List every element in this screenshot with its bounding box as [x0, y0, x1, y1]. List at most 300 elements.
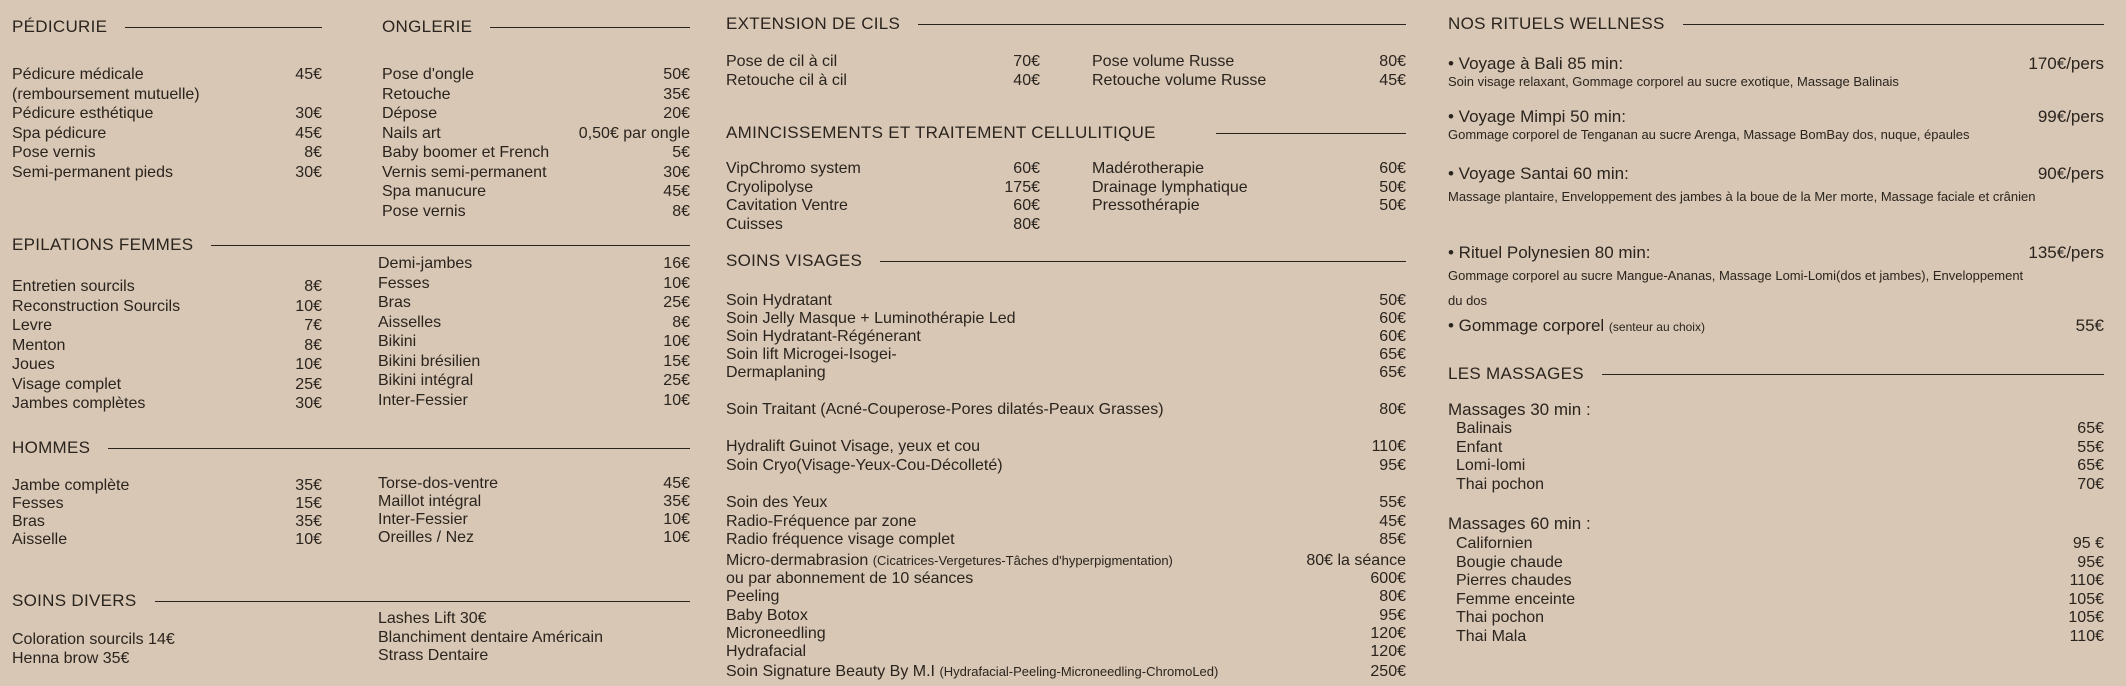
item-label: Radio-Fréquence par zone — [726, 512, 917, 530]
item-label: Fesses — [378, 274, 430, 292]
divider — [155, 601, 690, 602]
item-price: 55€ — [2077, 438, 2104, 456]
price-row — [1092, 160, 1406, 179]
massages-60-title: Massages 60 min : — [1448, 514, 1591, 533]
amincissement-left-list — [726, 160, 1040, 234]
item-label: Drainage lymphatique — [1092, 178, 1248, 196]
item-label: Fesses — [12, 495, 64, 512]
item-price: 35€ — [663, 493, 690, 510]
divers-section — [12, 591, 690, 611]
ritual-name: • Voyage à Bali 85 min: — [1448, 54, 1624, 73]
signature-detail: (Hydrafacial-Peeling-Microneedling-ChromoLed) — [939, 664, 1219, 679]
price-row — [726, 588, 1406, 606]
section-title — [726, 123, 1406, 143]
price-row — [726, 607, 1406, 625]
price-row — [726, 292, 1406, 310]
item-label: Demi-jambes — [378, 255, 473, 272]
ritual-price: 135€/pers — [2028, 243, 2104, 262]
price-row — [12, 531, 322, 549]
item-label: Balinais — [1456, 420, 1513, 437]
price-row — [378, 274, 690, 294]
item-price: 10€ — [663, 333, 690, 350]
price-row — [12, 104, 322, 124]
item-price: 65€ — [1379, 364, 1406, 381]
section-title — [12, 438, 690, 458]
item-label: Soin lift Microgei-Isogei- — [726, 346, 897, 363]
item-price: 20€ — [663, 105, 690, 122]
item-label: Menton — [12, 336, 66, 354]
item-price: 0,50€ par ongle — [578, 124, 690, 142]
item-price: 65€ — [1379, 346, 1406, 363]
massages-30-list — [1456, 420, 2104, 494]
ritual-name: • Gommage corporel — [1448, 316, 1605, 335]
amincissement-right-list — [1092, 160, 1406, 216]
price-row — [726, 457, 1406, 476]
section-title-text: EPILATIONS FEMMES — [12, 235, 194, 254]
item-label: Dermaplaning — [726, 364, 826, 381]
divider — [211, 245, 690, 246]
price-row — [1092, 53, 1406, 72]
item-label: Jambe complète — [12, 477, 130, 494]
item-price: 70€ — [1013, 53, 1040, 70]
item-label: Spa manucure — [382, 183, 487, 200]
gommage-row — [1448, 316, 2104, 337]
item-price: 10€ — [663, 391, 690, 409]
micro-detail: (Cicatrices-Vergetures-Tâches d'hyperpigmentation) — [872, 553, 1173, 568]
item-price: 80€ — [1013, 215, 1040, 233]
divider — [125, 27, 322, 28]
item-label: Pédicure esthétique — [12, 105, 154, 122]
item-label: Thai Mala — [1456, 627, 1527, 645]
massages-30-title: Massages 30 min : — [1448, 400, 1591, 419]
item-label: Oreilles / Nez — [378, 529, 475, 546]
price-row — [726, 216, 1040, 235]
ritual-description: Soin visage relaxant, Gommage corporel au sucre exotique, Massage Balinais — [1448, 74, 1899, 89]
rituels-section — [1448, 14, 2104, 34]
ritual-item — [1448, 243, 2104, 313]
price-row — [12, 163, 322, 183]
item-price: 175€ — [1004, 178, 1040, 196]
item-price: 15€ — [663, 352, 690, 370]
item-price: 10€ — [295, 356, 322, 373]
item-price: 80€ — [1379, 401, 1406, 418]
visages-section — [726, 251, 1406, 271]
item-label: Reconstruction Sourcils — [12, 297, 181, 315]
cils-section — [726, 14, 1406, 34]
price-row — [382, 124, 690, 144]
item-label: Hydralift Guinot Visage, yeux et cou — [726, 438, 981, 455]
visages-group-2 — [726, 401, 1406, 419]
item-label: Baby boomer et French — [382, 144, 550, 161]
item-price: 40€ — [1013, 71, 1040, 89]
price-row — [1092, 72, 1406, 91]
ritual-price: 55€ — [2075, 316, 2104, 335]
price-row — [378, 511, 690, 529]
divers-left-list — [12, 630, 322, 668]
item-label: Pédicure médicale — [12, 66, 144, 83]
item-price: 45€ — [663, 475, 690, 492]
item-label: Soin Cryo(Visage-Yeux-Cou-Décolleté) — [726, 456, 1003, 474]
item-label: Bougie chaude — [1456, 553, 1563, 571]
item-price: 45€ — [1379, 71, 1406, 89]
item-price: 65€ — [2077, 457, 2104, 474]
price-row — [726, 531, 1406, 550]
section-title-text: HOMMES — [12, 438, 91, 457]
item-label: Retouche cil à cil — [726, 71, 847, 89]
item-price: 60€ — [1013, 160, 1040, 177]
item-label: Soin Hydratant — [726, 292, 832, 309]
divider — [1602, 374, 2104, 375]
price-row — [1456, 439, 2104, 458]
price-row — [726, 197, 1040, 216]
price-row — [12, 513, 322, 531]
list-item: Lashes Lift 30€ — [378, 610, 487, 627]
item-label: Nails art — [382, 124, 441, 142]
price-row — [382, 182, 690, 202]
epilations-left-list — [12, 277, 322, 414]
item-label: Soin Traitant (Acné-Couperose-Pores dilatés-Peaux Grasses) — [726, 401, 1164, 418]
price-row — [12, 297, 322, 317]
price-row — [1456, 535, 2104, 554]
section-title-text: PÉDICURIE — [12, 17, 108, 36]
item-label: Joues — [12, 356, 55, 373]
price-row — [1456, 609, 2104, 628]
item-label: Hydrafacial — [726, 643, 807, 661]
item-label: Cryolipolyse — [726, 178, 814, 196]
item-label: (remboursement mutuelle) — [12, 85, 200, 103]
list-item: Blanchiment dentaire Américain — [378, 628, 604, 646]
price-row — [12, 355, 322, 375]
item-label: Levre — [12, 317, 53, 334]
ritual-description: Gommage corporel de Tenganan au sucre Arenga, Massage BomBay dos, nuque, épaules — [1448, 127, 1970, 142]
item-price: 10€ — [295, 297, 322, 315]
item-price: 70€ — [2077, 475, 2104, 493]
hommes-right-list — [378, 475, 690, 547]
item-label: Soin Hydratant-Régénerant — [726, 328, 921, 345]
ritual-item — [1448, 164, 2104, 209]
section-title — [1448, 14, 2104, 34]
section-title — [382, 17, 690, 37]
item-price: 60€ — [1379, 328, 1406, 345]
item-label: Thai pochon — [1456, 475, 1545, 493]
price-row — [12, 477, 322, 495]
section-title-text: NOS RITUELS WELLNESS — [1448, 14, 1665, 33]
ritual-item — [1448, 54, 2104, 90]
price-row — [378, 332, 690, 352]
price-row — [12, 124, 322, 144]
micro-dermabrasion-row — [726, 551, 1406, 571]
item-price: 105€ — [2068, 609, 2104, 626]
section-title-text: SOINS VISAGES — [726, 251, 863, 270]
price-row — [378, 352, 690, 372]
item-label: Retouche — [382, 85, 451, 103]
item-label: Bikini — [378, 333, 417, 350]
item-price: 10€ — [663, 529, 690, 546]
signature-label: Soin Signature Beauty By M.I — [726, 663, 935, 680]
section-title — [1448, 364, 2104, 384]
item-price: 7€ — [304, 317, 322, 334]
section-title — [12, 235, 690, 255]
item-label: Enfant — [1456, 438, 1503, 456]
item-price: 10€ — [663, 274, 690, 292]
item-label: Aisselles — [378, 313, 442, 331]
item-label: Pierres chaudes — [1456, 572, 1572, 589]
price-row — [726, 310, 1406, 328]
micro-label: Micro-dermabrasion — [726, 552, 869, 569]
section-title-text: EXTENSION DE CILS — [726, 14, 901, 33]
item-label: Pose d'ongle — [382, 66, 475, 83]
item-label: Visage complet — [12, 375, 122, 393]
item-label: Femme enceinte — [1456, 590, 1576, 608]
amincissement-section — [726, 123, 1406, 143]
item-label: Californien — [1456, 535, 1533, 552]
price-row — [12, 316, 322, 336]
item-label: ou par abonnement de 10 séances — [726, 570, 974, 587]
item-label: Cavitation Ventre — [726, 197, 848, 214]
item-price: 8€ — [304, 336, 322, 354]
list-item: Strass Dentaire — [378, 647, 489, 664]
item-label: Soin Jelly Masque + Luminothérapie Led — [726, 310, 1016, 327]
massages-section — [1448, 364, 2104, 384]
price-row — [1456, 476, 2104, 495]
item-price: 30€ — [295, 163, 322, 181]
section-title — [726, 251, 1406, 271]
item-price: 35€ — [663, 85, 690, 103]
section-title-text: LES MASSAGES — [1448, 364, 1584, 383]
item-label: Entretien sourcils — [12, 278, 135, 295]
item-price: 60€ — [1379, 310, 1406, 327]
price-row — [1092, 179, 1406, 198]
list-item: Coloration sourcils 14€ — [12, 631, 175, 648]
item-label: Madérotherapie — [1092, 160, 1205, 177]
item-price: 30€ — [295, 105, 322, 122]
item-price: 50€ — [663, 66, 690, 83]
item-label: Inter-Fessier — [378, 391, 468, 409]
ritual-price: 90€/pers — [2037, 164, 2104, 183]
price-row — [378, 313, 690, 333]
list-item: Henna brow 35€ — [12, 650, 130, 667]
price-row — [726, 625, 1406, 643]
price-row — [726, 179, 1040, 198]
item-label: Peeling — [726, 588, 780, 606]
item-price: 250€ — [1370, 663, 1406, 680]
item-price: 8€ — [304, 144, 322, 161]
price-row — [12, 336, 322, 356]
price-row — [726, 438, 1406, 457]
item-label: Vernis semi-permanent — [382, 163, 547, 181]
price-row — [726, 72, 1040, 91]
divider — [880, 261, 1406, 262]
price-row — [12, 65, 322, 85]
item-price: 45€ — [295, 66, 322, 83]
signature-row — [726, 662, 1406, 682]
price-row — [12, 394, 322, 414]
item-price: 80€ — [1379, 53, 1406, 70]
item-price: 45€ — [1379, 512, 1406, 530]
price-row — [726, 346, 1406, 364]
divider — [108, 448, 690, 449]
item-price: 65€ — [2077, 420, 2104, 437]
price-row — [378, 391, 690, 411]
item-label: Soin des Yeux — [726, 494, 828, 511]
divider — [1683, 24, 2104, 25]
item-label: Baby Botox — [726, 606, 808, 624]
price-row — [382, 85, 690, 105]
price-row — [378, 293, 690, 313]
item-label: Radio fréquence visage complet — [726, 531, 955, 548]
divers-right-list — [378, 610, 690, 666]
visages-group-4 — [726, 494, 1406, 550]
item-price: 80€ — [1379, 588, 1406, 606]
item-price: 35€ — [295, 513, 322, 530]
item-price: 60€ — [1379, 160, 1406, 177]
item-label — [726, 662, 1218, 682]
item-price: 80€ la séance — [1306, 552, 1406, 569]
item-label: Aisselle — [12, 531, 68, 548]
item-price: 60€ — [1013, 197, 1040, 214]
price-row — [1456, 628, 2104, 647]
section-title-text: SOINS DIVERS — [12, 591, 137, 610]
item-label: Cuisses — [726, 215, 783, 233]
item-price: 120€ — [1370, 624, 1406, 642]
item-price: 50€ — [1379, 292, 1406, 309]
item-label: Lomi-lomi — [1456, 457, 1526, 474]
price-row — [378, 371, 690, 391]
price-row — [382, 163, 690, 183]
price-row — [726, 328, 1406, 346]
item-price: 95€ — [1379, 606, 1406, 624]
price-row — [726, 513, 1406, 532]
epilations-right-list — [378, 254, 690, 410]
ritual-description: Massage plantaire, Enveloppement des jambes à la boue de la Mer morte, Massage faciale et crânien — [1448, 189, 2036, 204]
item-label: Pose de cil à cil — [726, 53, 838, 70]
item-price: 45€ — [663, 183, 690, 200]
item-price: 50€ — [1379, 178, 1406, 196]
price-row — [378, 254, 690, 274]
visages-group-3 — [726, 438, 1406, 475]
item-price: 8€ — [672, 313, 690, 331]
item-label: Jambes complètes — [12, 395, 146, 412]
section-title-text: AMINCISSEMENTS ET TRAITEMENT CELLULITIQUE — [726, 123, 1156, 142]
divider — [1216, 133, 1406, 134]
item-price: 110€ — [2069, 627, 2104, 645]
item-label — [726, 551, 1173, 571]
price-row — [726, 643, 1406, 661]
massages-60-list — [1456, 535, 2104, 646]
visages-group-1 — [726, 292, 1406, 382]
price-row — [726, 53, 1040, 72]
price-row — [726, 494, 1406, 513]
item-price: 8€ — [672, 202, 690, 220]
item-price: 16€ — [663, 255, 690, 272]
item-price: 10€ — [295, 531, 322, 548]
item-price: 120€ — [1370, 643, 1406, 661]
price-row — [1456, 420, 2104, 439]
item-price: 85€ — [1379, 531, 1406, 548]
price-row — [378, 475, 690, 493]
price-row — [382, 104, 690, 124]
price-row — [1092, 197, 1406, 216]
item-label: Maillot intégral — [378, 493, 482, 510]
item-price: 95 € — [2072, 535, 2104, 552]
price-row — [382, 65, 690, 85]
item-label: Bikini intégral — [378, 372, 474, 389]
epilations-section — [12, 235, 690, 255]
price-row — [726, 401, 1406, 419]
price-row — [12, 495, 322, 513]
hommes-left-list — [12, 477, 322, 549]
price-row — [12, 375, 322, 395]
item-price: 30€ — [295, 395, 322, 412]
item-price: 25€ — [663, 372, 690, 389]
item-label: Bikini brésilien — [378, 352, 481, 370]
item-price: 50€ — [1379, 197, 1406, 214]
pedicurie-list — [12, 65, 322, 182]
ritual-price: 99€/pers — [2037, 107, 2104, 126]
item-price: 45€ — [295, 124, 322, 142]
item-price: 30€ — [663, 163, 690, 181]
item-label: Bras — [378, 294, 411, 311]
price-row — [1456, 572, 2104, 591]
item-label: Pose vernis — [12, 144, 96, 161]
price-row — [1456, 554, 2104, 573]
item-label: Bras — [12, 513, 45, 530]
ritual-price: 170€/pers — [2028, 54, 2104, 73]
item-label: Spa pédicure — [12, 124, 107, 142]
item-label: Retouche volume Russe — [1092, 71, 1267, 89]
section-title-text: ONGLERIE — [382, 17, 473, 36]
hommes-section — [12, 438, 690, 458]
price-row — [382, 143, 690, 163]
item-label: VipChromo system — [726, 160, 861, 177]
price-row — [12, 85, 322, 105]
divider — [918, 24, 1406, 25]
ritual-name: • Voyage Santai 60 min: — [1448, 164, 1629, 183]
section-title — [12, 17, 322, 37]
price-row — [12, 277, 322, 297]
ritual-name: • Rituel Polynesien 80 min: — [1448, 243, 1651, 262]
section-title — [12, 591, 690, 611]
price-row — [382, 202, 690, 222]
pedicurie-section — [12, 17, 322, 182]
item-price: 55€ — [1379, 494, 1406, 511]
item-price: 8€ — [304, 278, 322, 295]
price-row — [726, 570, 1406, 588]
item-price: 15€ — [295, 495, 322, 512]
item-price: 110€ — [1371, 438, 1406, 455]
divider — [490, 27, 690, 28]
ritual-name: • Voyage Mimpi 50 min: — [1448, 107, 1626, 126]
onglerie-list — [382, 65, 690, 221]
ritual-item — [1448, 107, 2104, 143]
item-label: Thai pochon — [1456, 609, 1545, 626]
item-price: 5€ — [672, 144, 690, 161]
item-label: Microneedling — [726, 624, 826, 642]
item-label: Pose vernis — [382, 202, 466, 220]
price-row — [1456, 457, 2104, 476]
item-price: 95€ — [1379, 456, 1406, 474]
onglerie-section — [382, 17, 690, 221]
item-price: 105€ — [2068, 590, 2104, 608]
price-row — [1456, 591, 2104, 610]
item-price: 10€ — [663, 511, 690, 528]
item-price: 25€ — [295, 375, 322, 393]
section-title — [726, 14, 1406, 34]
cils-left-list — [726, 53, 1040, 90]
item-price: 25€ — [663, 294, 690, 311]
price-row — [726, 364, 1406, 382]
item-label: Torse-dos-ventre — [378, 475, 499, 492]
